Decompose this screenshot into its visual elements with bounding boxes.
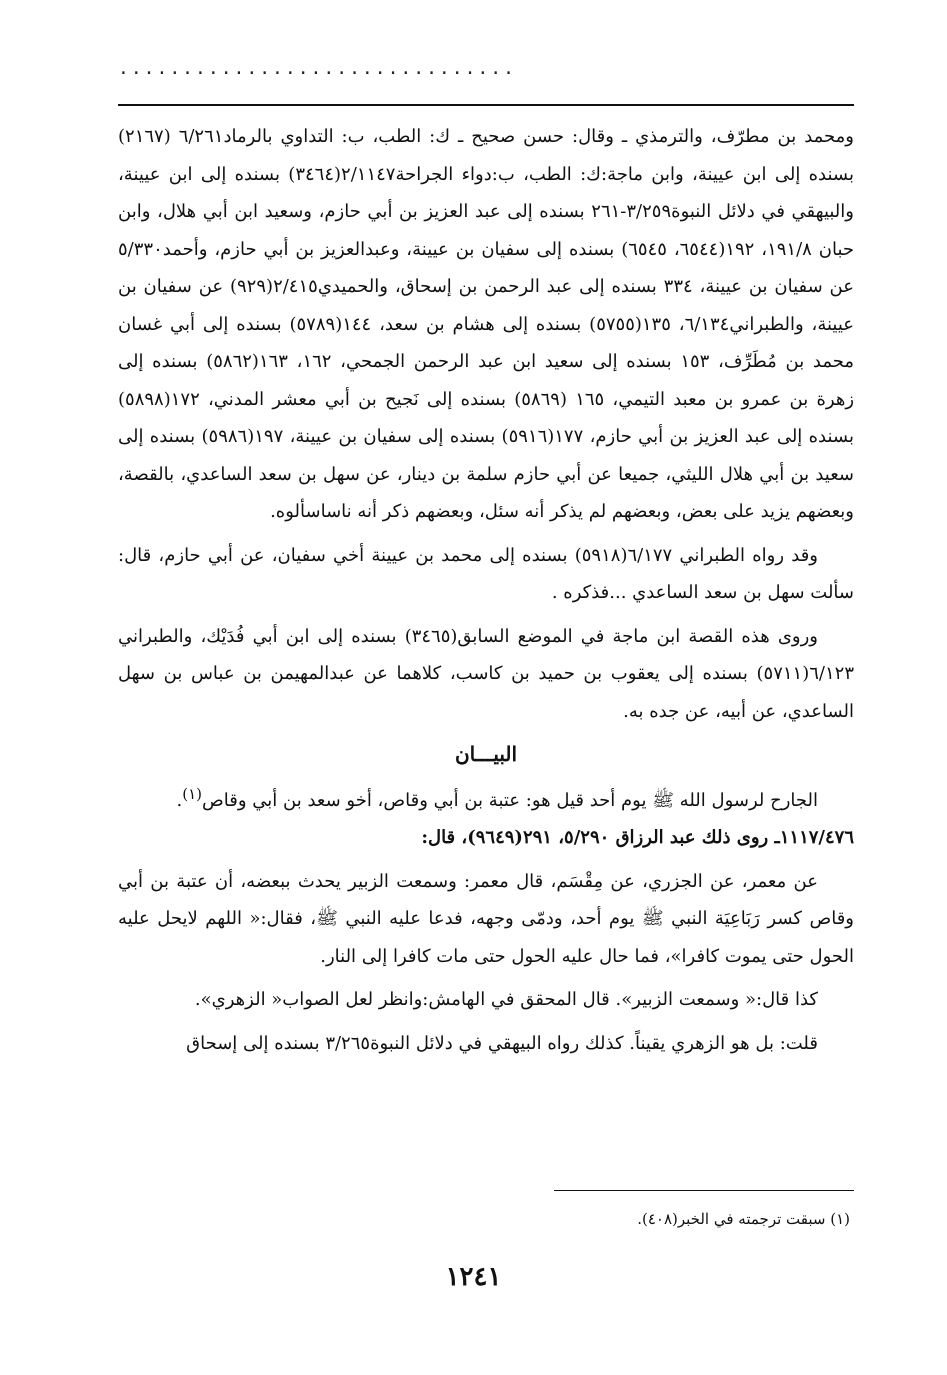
footnote-ref: (١) [182, 784, 203, 803]
hadith-title-text: ١١١٧/٤٧٦ـ روى ذلك عبد الرزاق ٥/٢٩٠، ٢٩١(٩٦٤٩)، قال: [421, 827, 854, 848]
paragraph-ibn-majah: وروى هذه القصة ابن ماجة في الموضع السابق(٣٤٦٥) بسنده إلى ابن أبي فُدَيْك، والطبراني ٦/١٢٣(٥٧١١) بسنده إلى يعقوب بن حميد بن كاسب، كلاهما عن عبدالمهيمن بن عباس بن سهل الساعدي، عن أبيه، عن جده به. [118, 625, 854, 722]
bayan-end: . [176, 789, 183, 811]
paragraph-bayan [118, 776, 854, 820]
hadith-title [118, 819, 854, 857]
paragraph-tabarani: وقد رواه الطبراني ٦/١٧٧(٥٩١٨) بسنده إلى محمد بن عيينة أخي سفيان، عن أبي حازم، قال: سألت سهل بن سعد الساعدي ...فذكره . [118, 544, 854, 603]
header-dots: ............................... [118, 58, 516, 79]
header-rule [118, 104, 854, 106]
section-heading-bayan: البيـــان [454, 742, 518, 766]
footnote: (١) سبقت ترجمته في الخبر(٤٠٨). [637, 1210, 850, 1228]
main-text [118, 118, 854, 1062]
paragraph-takhrij: ومحمد بن مطرّف، والترمذي ـ وقال: حسن صحيح ـ ك: الطب، ب: التداوي بالرماد٦/٢٦١ (٢١٦٧) بسنده إلى ابن عيينة، وابن ماجة:ك: الطب، ب:دواء الجراحة٢/١١٤٧(٣٤٦٤) بسنده إلى ابن عيينة، والبيهقي في دلائل النبوة٣/٢٥٩-٢٦١ بسنده إلى عبد العزيز بن أبي حازم، وسعيد ابن أبي هلال، وابن حبان ١٩١/٨، ١٩٢(٦٥٤٤، ٦٥٤٥) بسنده إلى سفيان بن عيينة، وعبدالعزيز بن أبي حازم، وأحمد٥/٣٣٠ عن سفيان بن عيينة، ٣٣٤ بسنده إلى عبد الرحمن بن إسحاق، والحميدي٢/٤١٥(٩٢٩) عن سفيان بن عيينة، والطبراني٦/١٣٤، ١٣٥(٥٧٥٥) بسنده إلى هشام بن سعد، ١٤٤(٥٧٨٩) بسنده إلى أبي غسان محمد بن مُطَرِّف، ١٥٣ بسنده إلى سعيد ابن عبد الرحمن الجمحي، ١٦٢، ١٦٣(٥٨٦٢) بسنده إلى زهرة بن عمرو بن معبد التيمي، ١٦٥ (٥٨٦٩) بسنده إلى نَجيح بن أبي معشر المدني، ١٧٢(٥٨٩٨) بسنده إلى عبد العزيز بن أبي حازم، ١٧٧(٥٩١٦) بسنده إلى سفيان بن عيينة، ١٩٧(٥٩٨٦) بسنده إلى سعيد بن أبي هلال الليثي، جميعا عن أبي حازم سلمة بن دينار، عن سهل بن سعد الساعدي، بالقصة، وبعضهم يزيد على بعض، وبعضهم لم يذكر أنه سئل، وبعضهم ذكر أنه ناساسألوه. [118, 126, 855, 522]
footnote-rule [554, 1190, 854, 1191]
note-text: كذا قال:« وسمعت الزبير». قال المحقق في الهامش:وانظر لعل الصواب« الزهري». [194, 989, 818, 1010]
bayan-text: الجارح لرسول الله ﷺ يوم أحد قيل هو: عتبة بن أبي وقاص، أخو سعد بن أبي وقاص [202, 789, 818, 811]
final-paragraph: قلت: بل هو الزهري يقيناً. كذلك رواه البيهقي في دلائل النبوة٣/٢٦٥ بسنده إلى إسحاق [186, 1032, 818, 1054]
page-number: ١٢٤١ [445, 1262, 502, 1292]
hadith-text: عن معمر، عن الجزري، عن مِقْسَم، قال معمر: وسمعت الزبير يحدث ببعضه، أن عتبة بن أبي وقاص كسر رَبَاعِيَة النبي ﷺ يوم أحد، ودمّى وجهه، فدعا عليه النبي ﷺ، فقال:« اللهم لايحل عليه الحول حتى يموت كافرا»، فما حال عليه الحول حتى مات كافرا إلى النار. [118, 870, 854, 967]
